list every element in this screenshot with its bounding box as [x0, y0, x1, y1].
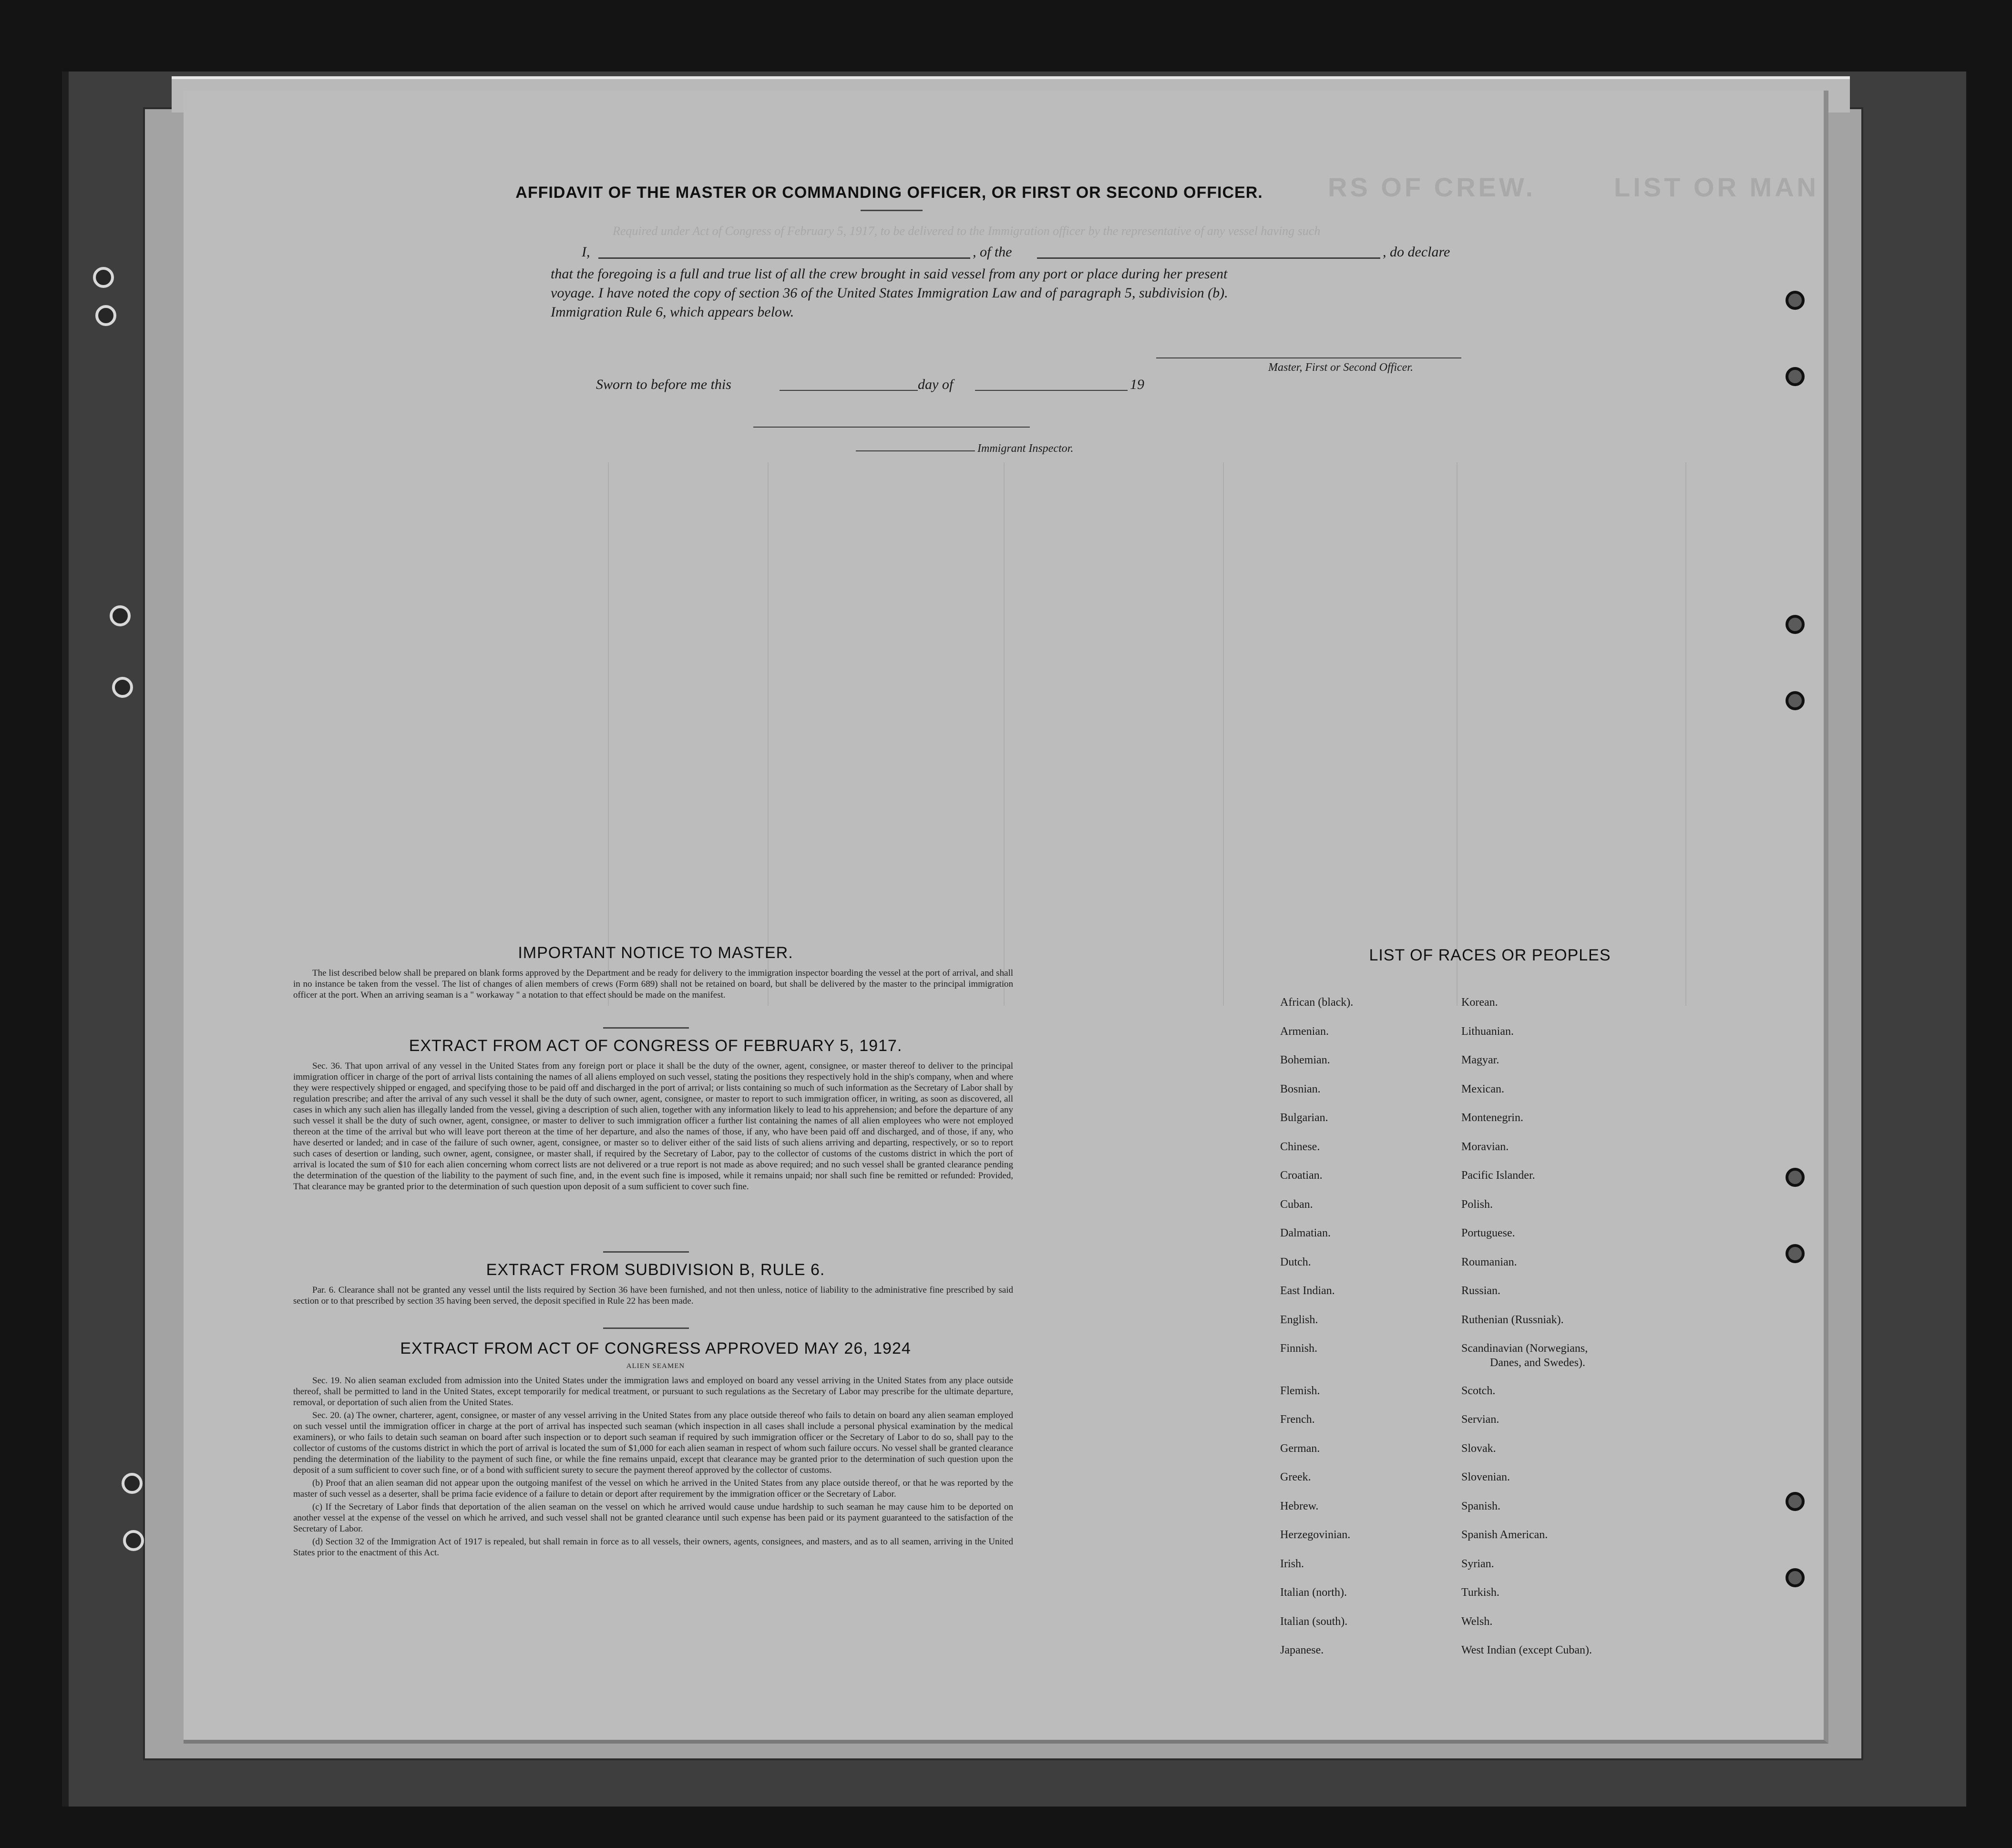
background-column-line	[608, 462, 609, 1006]
binder-hole	[123, 1530, 144, 1551]
race-item: Korean.	[1461, 996, 1498, 1009]
race-item: Bohemian.	[1280, 1054, 1330, 1066]
section-divider	[603, 1251, 689, 1253]
notice-paragraph: The list described below shall be prepared on blank forms approved by the Department and be ready for delivery to the immigration inspector boarding the vessel at the port of arrival, and shall in no instance be taken from the vessel. The list of changes of alien members of crews (Form 689) shall not be retained on board, but shall be delivered by the master to the principal immigration officer at the port. When an arriving seaman is a " workaway " a notation to that effect should be made on the manifest.	[293, 968, 1013, 1000]
extract-1924-sec20a: Sec. 20. (a) The owner, charterer, agent, consignee, or master of any vessel arriving in the United States from any place outside thereof who fails to detain on board any alien seaman employed on such vessel until the immigration officer in charge at the port of arrival has inspected such seaman (which inspection in all cases shall include a personal physical examination by the medical examiners), or who fails to detain such seaman on board after such inspection or to deport such seaman if required by such immigration officer or the Secretary of Labor to do so, shall pay to the collector of customs of the customs district in which the port of arrival is located the sum of $1,000 for each alien seaman in respect of whom such failure occurs. No vessel shall be granted clearance pending the determination of the liability to the payment of such fine, or while the fine remains unpaid, except that clearance may be granted prior to the determination of such question upon the deposit of a sum sufficient to cover such fine, or of a bond with sufficient surety to secure the payment thereof approved by the collector of customs.	[293, 1410, 1013, 1475]
race-item: Greek.	[1280, 1471, 1311, 1483]
race-item: Finnish.	[1280, 1342, 1318, 1355]
binder-hole	[122, 1473, 143, 1494]
extract-1924-sec19: Sec. 19. No alien seaman excluded from admission into the United States under the immigration laws and employed on board any vessel arriving in the United States from any place outside thereof, shall be permitted to land in the United States, except temporarily for medical treatment, or pursuant to such regulations as the Secretary of Labor may prescribe for the ultimate departure, removal, or deportation of such alien from the United States.	[293, 1376, 1013, 1408]
page-hole	[1786, 1168, 1805, 1187]
race-item: Magyar.	[1461, 1054, 1499, 1066]
background-heading-right: RS OF CREW.	[1328, 172, 1536, 202]
background-column-line	[1457, 462, 1458, 1006]
race-item: Bosnian.	[1280, 1082, 1321, 1095]
race-item: French.	[1280, 1413, 1315, 1426]
race-item: Turkish.	[1461, 1586, 1499, 1599]
page-hole	[1786, 1492, 1805, 1511]
races-title: LIST OF RACES OR PEOPLES	[1369, 946, 1611, 964]
race-item: Herzegovinian.	[1280, 1529, 1351, 1541]
race-item: West Indian (except Cuban).	[1461, 1644, 1592, 1656]
document-page	[184, 91, 1828, 1744]
race-item: Dutch.	[1280, 1256, 1311, 1268]
race-item: Italian (north).	[1280, 1586, 1347, 1599]
affidavit-title: AFFIDAVIT OF THE MASTER OR COMMANDING OFFICER, OR FIRST OR SECOND OFFICER.	[515, 184, 1263, 202]
sworn-day-blank	[780, 390, 918, 391]
race-item: Irish.	[1280, 1557, 1304, 1570]
page-hole	[1786, 291, 1805, 310]
race-item: Russian.	[1461, 1285, 1501, 1297]
affidavit-body-2: voyage. I have noted the copy of section 36 of the United States Immigration Law and of paragraph 5, subdivision (b).	[551, 285, 1228, 301]
inspector-blank	[856, 450, 975, 451]
sworn-month-blank	[975, 390, 1128, 391]
page-hole	[1786, 1244, 1805, 1263]
race-item: Mexican.	[1461, 1082, 1504, 1095]
rule6-text	[293, 1285, 1013, 1308]
binder-hole	[112, 677, 133, 698]
race-item: Bulgarian.	[1280, 1112, 1328, 1124]
race-item: Montenegrin.	[1461, 1112, 1523, 1124]
race-item: Flemish.	[1280, 1384, 1320, 1397]
race-item: German.	[1280, 1442, 1320, 1455]
sworn-text: Sworn to before me this	[596, 377, 731, 392]
binder-hole	[95, 305, 116, 326]
affidavit-do-declare: , do declare	[1383, 244, 1450, 260]
day-of-text: day of	[918, 377, 954, 392]
race-item: Scandinavian (Norwegians,	[1461, 1342, 1588, 1355]
background-heading: LIST OR MAN	[1614, 172, 1819, 202]
race-item: Armenian.	[1280, 1025, 1329, 1038]
race-item: Portuguese.	[1461, 1227, 1515, 1239]
page-hole	[1786, 1568, 1805, 1587]
race-item: Pacific Islander.	[1461, 1169, 1535, 1182]
race-item: Cuban.	[1280, 1198, 1313, 1211]
extract-1924-sec20c: (c) If the Secretary of Labor finds that deportation of the alien seaman on the vessel on which he arrived would cause undue hardship to such seaman he may cause him to be deported on another vessel at the expense of the vessel on which he arrived, and such vessel shall not be granted clearance until such expense has been paid or its payment guaranteed to the satisfaction of the Secretary of Labor.	[293, 1502, 1013, 1534]
extract-1917-title: EXTRACT FROM ACT OF CONGRESS OF FEBRUARY 5, 1917.	[409, 1037, 903, 1055]
race-item: Lithuanian.	[1461, 1025, 1514, 1038]
notice-text	[293, 968, 1013, 1002]
race-item: Servian.	[1461, 1413, 1499, 1426]
race-item: Spanish.	[1461, 1500, 1501, 1512]
inspector-blank-top	[753, 427, 1030, 428]
signature-label: Master, First or Second Officer.	[1268, 361, 1413, 374]
binder-hole	[110, 605, 131, 626]
race-item: Slovak.	[1461, 1442, 1496, 1455]
race-item: African (black).	[1280, 996, 1354, 1009]
affidavit-body-3: Immigration Rule 6, which appears below.	[551, 304, 794, 320]
race-item: Roumanian.	[1461, 1256, 1517, 1268]
page-hole	[1786, 615, 1805, 634]
race-item: East Indian.	[1280, 1285, 1335, 1297]
extract-1924-title: EXTRACT FROM ACT OF CONGRESS APPROVED MAY 26, 1924	[400, 1339, 911, 1358]
page-hole	[1786, 367, 1805, 386]
inspector-label: Immigrant Inspector.	[977, 442, 1074, 455]
extract-1924-text	[293, 1375, 1013, 1560]
page-hole	[1786, 691, 1805, 710]
race-item: Scotch.	[1461, 1384, 1496, 1397]
race-item: Japanese.	[1280, 1644, 1324, 1656]
affidavit-of-the: , of the	[973, 244, 1012, 260]
signature-line	[1156, 357, 1461, 358]
affidavit-body-1: that the foregoing is a full and true list of all the crew brought in said vessel from any port or place during her present	[551, 266, 1228, 282]
race-item: Dalmatian.	[1280, 1227, 1331, 1239]
year-prefix: 19	[1130, 377, 1144, 392]
extract-1924-sec20d: (d) Section 32 of the Immigration Act of 1917 is repealed, but shall remain in force as to all vessels, their owners, agents, consignees, and masters, and as to all seamen, arriving in the United States prior to the enactment of this Act.	[293, 1537, 1013, 1558]
race-item: Croatian.	[1280, 1169, 1323, 1182]
race-item: Italian (south).	[1280, 1615, 1348, 1628]
race-item: English.	[1280, 1313, 1318, 1326]
name-blank	[598, 257, 970, 259]
background-column-line	[1223, 462, 1224, 1006]
race-item: Chinese.	[1280, 1140, 1320, 1153]
race-item: Syrian.	[1461, 1557, 1494, 1570]
race-item: Hebrew.	[1280, 1500, 1319, 1512]
race-item: Polish.	[1461, 1198, 1493, 1211]
race-item: Spanish American.	[1461, 1529, 1548, 1541]
background-column-line	[768, 462, 769, 1006]
title-underline	[861, 210, 923, 211]
rule6-title: EXTRACT FROM SUBDIVISION B, RULE 6.	[486, 1261, 825, 1279]
background-column-line	[1004, 462, 1005, 1006]
race-item: Ruthenian (Russniak).	[1461, 1313, 1564, 1326]
race-item-continuation: Danes, and Swedes).	[1490, 1357, 1585, 1369]
background-column-line	[1685, 462, 1686, 1006]
extract-1917-paragraph: Sec. 36. That upon arrival of any vessel in the United States from any foreign port or place it shall be the duty of the owner, agent, consignee, or master thereof to deliver to the principal immigration officer in charge of the port of arrival lists containing the names of all aliens employed on such vessel, stating the positions they respectively hold in the ship's company, when and where they were respectively shipped or engaged, and specifying those to be paid off and discharged in the port of arrival; or lists containing so much of such information as the Secretary of Labor shall by regulation prescribe; and after the arrival of any such vessel it shall be the duty of such owner, agent, consignee, or master to report to such immigration officer, in writing, as soon as discovered, all cases in which any such alien has illegally landed from the vessel, giving a description of such alien, together with any information likely to lead to his apprehension; and before the departure of any such vessel it shall be the duty of such owner, agent, consignee, or master to deliver to such immigration officer a further list containing the names of all alien employees who were not employed thereon at the time of the arrival but who will leave port thereon at the time of her departure, and also the names of those, if any, who have been paid off and discharged, and of those, if any, who have deserted or landed; and in case of the failure of such owner, agent, consignee, or master so to deliver either of the said lists of such aliens arriving and departing, respectively, or so to report such cases of desertion or landing, such owner, agent, consignee, or master shall, if required by the Secretary of Labor, pay to the collector of customs of the customs district in which the port of arrival is located the sum of $10 for each alien concerning whom correct lists are not delivered or a true report is not made as above required; and no such vessel shall be granted clearance pending the determination of the question of the liability to the payment of such fine, and, in the event such fine is imposed, while it remains unpaid; nor shall such fine be remitted or refunded: Provided, That clearance may be granted prior to the determination of such question upon deposit of a sum sufficient to cover such fine.	[293, 1061, 1013, 1192]
extract-1917-text	[293, 1061, 1013, 1194]
affidavit-i: I,	[582, 244, 590, 260]
binder-hole	[93, 267, 114, 288]
race-item: Welsh.	[1461, 1615, 1493, 1628]
rule6-paragraph: Par. 6. Clearance shall not be granted any vessel until the lists required by Section 36 have been furnished, and not then unless, notice of liability to the administrative fine prescribed by said section or to that prescribed by section 35 having been served, the deposit specified in Rule 22 has been made.	[293, 1285, 1013, 1306]
vessel-blank	[1037, 257, 1380, 259]
race-item: Moravian.	[1461, 1140, 1509, 1153]
notice-title: IMPORTANT NOTICE TO MASTER.	[518, 944, 793, 962]
extract-1924-sec20b: (b) Proof that an alien seaman did not appear upon the outgoing manifest of the vessel on which he arrived in the United States from any place outside thereof, or that he was reported by the master of such vessel as a deserter, shall be prima facie evidence of a failure to detain or deport after requirement by the immigration officer or the Secretary of Labor.	[293, 1478, 1013, 1499]
background-subheading: Required under Act of Congress of February 5, 1917, to be delivered to the Immigration officer by the representative of any vessel having such	[613, 224, 1321, 238]
race-item: Slovenian.	[1461, 1471, 1510, 1483]
section-divider	[603, 1327, 689, 1329]
section-divider	[603, 1027, 689, 1029]
extract-1924-subtitle: ALIEN SEAMEN	[626, 1362, 685, 1370]
